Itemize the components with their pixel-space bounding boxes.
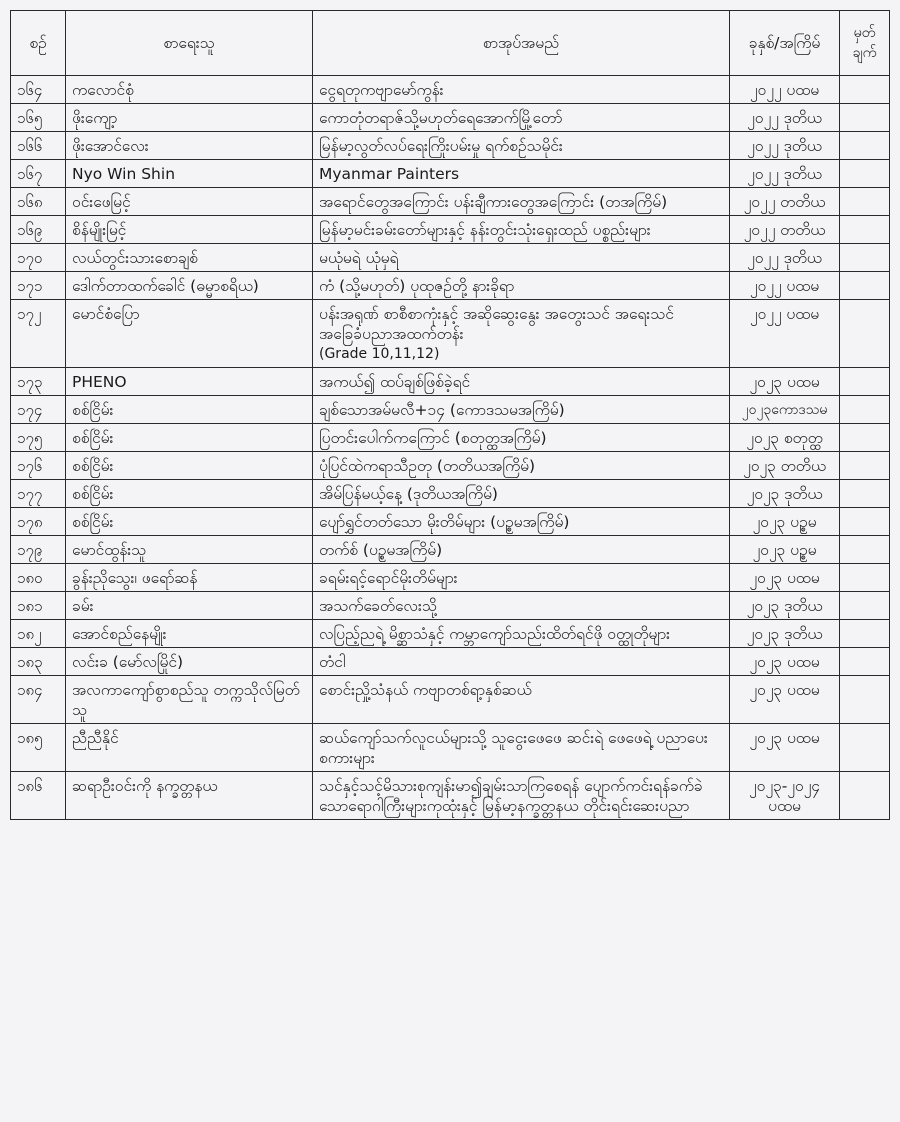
cell-title-text: ပန်းအရုဏ် စာစီစာကုံးနှင့် အဆိုဆွေးနွေး အတွေးသင် အရေးသင် အခြေခံပညာအထက်တန်း [319,305,674,343]
cell-note [840,508,890,536]
cell-no: ၁၇၀ [11,244,66,272]
cell-author: ခွန်းညိုသွေး၊ ဖရော်ဆန် [66,564,313,592]
table-row [11,480,890,508]
cell-year: ၂၀၂၃ ပဉ္စမ [730,508,840,536]
cell-note [840,244,890,272]
cell-author: PHENO [66,368,313,396]
cell-no: ၁၇၅ [11,424,66,452]
cell-title: အသက်ခေတ်လေးသို့ [313,592,730,620]
cell-author: ကလောင်စုံ [66,76,313,104]
header-title: စာအုပ်အမည် [313,11,730,76]
cell-author: ဖိုးအောင်လေး [66,132,313,160]
cell-title: ငွေရတုကဗျာမော်ကွန်း [313,76,730,104]
cell-no: ၁၆၇ [11,160,66,188]
cell-year: ၂၀၂၃ စတုတ္ထ [730,424,840,452]
cell-author: ဖိုးကျော့ [66,104,313,132]
cell-year: ၂၀၂၂ ဒုတိယ [730,160,840,188]
cell-title: ချစ်သောအမ်မလီ+၁၄ (ကောဒသမအကြိမ်) [313,396,730,424]
cell-note [840,648,890,676]
table-row [11,564,890,592]
cell-title: Myanmar Painters [313,160,730,188]
cell-no: ၁၆၄ [11,76,66,104]
cell-note [840,620,890,648]
cell-author: မောင်ထွန်းသူ [66,536,313,564]
cell-no: ၁၈၀ [11,564,66,592]
cell-no: ၁၇၄ [11,396,66,424]
cell-year: ၂၀၂၃ကောဒသမ [730,396,840,424]
table-row [11,216,890,244]
cell-no: ၁၇၂ [11,300,66,368]
cell-no: ၁၈၁ [11,592,66,620]
cell-note [840,396,890,424]
cell-year: ၂၀၂၃ ဒုတိယ [730,620,840,648]
cell-title: တံငါ [313,648,730,676]
cell-title: ဆယ်ကျော်သက်လူငယ်များသို့ သူငွေးဖေဖေ ဆင်းရဲ ဖေဖေရဲ့ ပညာပေးစကားများ [313,724,730,772]
cell-title: ပုံပြင်ထဲကရာသီဥတု (တတိယအကြိမ်) [313,452,730,480]
cell-year: ၂၀၂၂ ဒုတိယ [730,132,840,160]
cell-title: ပျော်ရွှင်တတ်သော မိုးတိမ်များ (ပဉ္စမအကြိမ်) [313,508,730,536]
table-row [11,76,890,104]
cell-no: ၁၈၅ [11,724,66,772]
cell-year: ၂၀၂၃ ပထမ [730,648,840,676]
cell-no: ၁၆၈ [11,188,66,216]
cell-title: ကောတုံတရာဇ်သို့မဟုတ်ရေအောက်မြို့တော် [313,104,730,132]
table-row [11,508,890,536]
table-row [11,160,890,188]
cell-author: အလကာကျော်စွာစည်သူ တက္ကသိုလ်မြတ်သူ [66,676,313,724]
table-row [11,724,890,772]
cell-no: ၁၇၁ [11,272,66,300]
cell-author: အောင်စည်နေမျိုး [66,620,313,648]
table-row [11,648,890,676]
cell-year [730,772,840,820]
table-row [11,452,890,480]
table-row [11,620,890,648]
cell-year: ၂၀၂၂ တတိယ [730,216,840,244]
cell-title: လပြည့်ညရဲ့ မိစ္ဆာသံနှင့် ကမ္ဘာကျော်သည်းထိတ်ရင်ဖို ဝတ္ထုတိုများ [313,620,730,648]
cell-author: ညီညီနိုင် [66,724,313,772]
cell-year: ၂၀၂၃ ဒုတိယ [730,592,840,620]
table-row [11,104,890,132]
cell-title: ကံ (သို့မဟုတ်) ပုထုဇဉ်တို့ နားခိုရာ [313,272,730,300]
cell-author: စစ်ငြိမ်း [66,508,313,536]
cell-title: ခရမ်းရင့်ရောင်မိုးတိမ်များ [313,564,730,592]
cell-no: ၁၆၆ [11,132,66,160]
cell-note [840,216,890,244]
cell-year: ၂၀၂၃ ဒုတိယ [730,480,840,508]
cell-no: ၁၆၉ [11,216,66,244]
header-note: မှတ် ချက် [840,11,890,76]
cell-author: Nyo Win Shin [66,160,313,188]
cell-author: လင်းခ (မော်လမြိုင်) [66,648,313,676]
cell-year: ၂၀၂၂ ဒုတိယ [730,244,840,272]
cell-author: မောင်စံပြော [66,300,313,368]
cell-author: စစ်ငြိမ်း [66,396,313,424]
cell-year: ၂၀၂၃ ပထမ [730,724,840,772]
cell-title: အရောင်တွေအကြောင်း ပန်းချီကားတွေအကြောင်း (တအကြိမ်) [313,188,730,216]
cell-author: ဒေါက်တာထက်ခေါင် (ဓမ္မာစရိယ) [66,272,313,300]
cell-year: ၂၀၂၃ ပဉ္စမ [730,536,840,564]
table-row [11,424,890,452]
table-row [11,188,890,216]
cell-title: မယုံမရဲ ယုံမှရဲ [313,244,730,272]
cell-note [840,300,890,368]
cell-author: ဝင်းဖေမြင့် [66,188,313,216]
cell-title [313,300,730,368]
cell-note [840,592,890,620]
table-body [11,76,890,820]
header-year: ခုနှစ်/အကြိမ် [730,11,840,76]
table-row [11,592,890,620]
cell-no: ၁၈၄ [11,676,66,724]
table-row [11,272,890,300]
cell-year-text: ၂၀၂၃-၂၀၂၄ ပထမ [749,777,820,815]
cell-author: ဆရာဦးဝင်းကို နက္ခတ္တနယ [66,772,313,820]
cell-title: မြန်မာ့လွတ်လပ်ရေးကြိုးပမ်းမှု ရက်စဉ်သမိုင်း [313,132,730,160]
cell-no: ၁၇၈ [11,508,66,536]
cell-author: စစ်ငြိမ်း [66,424,313,452]
cell-note [840,452,890,480]
cell-note [840,188,890,216]
cell-no: ၁၇၃ [11,368,66,396]
cell-year: ၂၀၂၂ တတိယ [730,188,840,216]
cell-note [840,76,890,104]
table-row [11,676,890,724]
table-row [11,396,890,424]
cell-year: ၂၀၂၂ ပထမ [730,272,840,300]
cell-note [840,272,890,300]
cell-title-grade: (Grade 10,11,12) [319,346,440,362]
cell-note [840,480,890,508]
table-row [11,536,890,564]
table-row [11,244,890,272]
table-row [11,300,890,368]
cell-title: မြန်မာ့မင်းခမ်းတော်များနှင့် နန်းတွင်းသုံးရှေးထည် ပစ္စည်းများ [313,216,730,244]
cell-author: လယ်တွင်းသားစောချစ် [66,244,313,272]
cell-note [840,564,890,592]
cell-note [840,132,890,160]
cell-no: ၁၇၉ [11,536,66,564]
cell-no: ၁၇၇ [11,480,66,508]
book-list-table [10,10,890,820]
cell-title: အိမ်ပြန်မယ့်နေ့ (ဒုတိယအကြိမ်) [313,480,730,508]
cell-no: ၁၇၆ [11,452,66,480]
cell-note [840,160,890,188]
cell-title: သင်နှင့်သင့်မိသားစုကျန်းမာ၍ချမ်းသာကြစေရန် ပျောက်ကင်းရန်ခက်ခဲသောရောဂါကြီးများကုထုံးနှင့် မြန်မာ့နက္ခတ္တနယ တိုင်းရင်းဆေးပညာ [313,772,730,820]
cell-note [840,772,890,820]
cell-year: ၂၀၂၃ တတိယ [730,452,840,480]
cell-note [840,424,890,452]
cell-no: ၁၈၆ [11,772,66,820]
table-row [11,772,890,820]
table-header-row [11,11,890,76]
cell-title: အကယ်၍ ထပ်ချစ်ဖြစ်ခဲ့ရင် [313,368,730,396]
cell-note [840,724,890,772]
cell-note [840,368,890,396]
cell-title: စောင်းညှို့သံနယ် ကဗျာတစ်ရာ့နှစ်ဆယ် [313,676,730,724]
cell-year: ၂၀၂၂ ဒုတိယ [730,104,840,132]
cell-no: ၁၈၃ [11,648,66,676]
cell-year: ၂၀၂၂ ပထမ [730,300,840,368]
cell-note [840,104,890,132]
cell-author: စစ်ငြိမ်း [66,452,313,480]
table-row [11,368,890,396]
cell-note [840,676,890,724]
cell-author: စိန်မျိုးမြင့် [66,216,313,244]
cell-title: ပြတင်းပေါက်ကကြောင် (စတုတ္ထအကြိမ်) [313,424,730,452]
cell-year: ၂၀၂၂ ပထမ [730,76,840,104]
cell-note [840,536,890,564]
cell-no: ၁၆၅ [11,104,66,132]
cell-year: ၂၀၂၃ ပထမ [730,676,840,724]
header-no: စဉ် [11,11,66,76]
cell-author: ခမ်း [66,592,313,620]
cell-year: ၂၀၂၃ ပထမ [730,564,840,592]
cell-title: တက်စ် (ပဉ္စမအကြိမ်) [313,536,730,564]
cell-year: ၂၀၂၃ ပထမ [730,368,840,396]
header-author: စာရေးသူ [66,11,313,76]
cell-no: ၁၈၂ [11,620,66,648]
cell-author: စစ်ငြိမ်း [66,480,313,508]
table-row [11,132,890,160]
